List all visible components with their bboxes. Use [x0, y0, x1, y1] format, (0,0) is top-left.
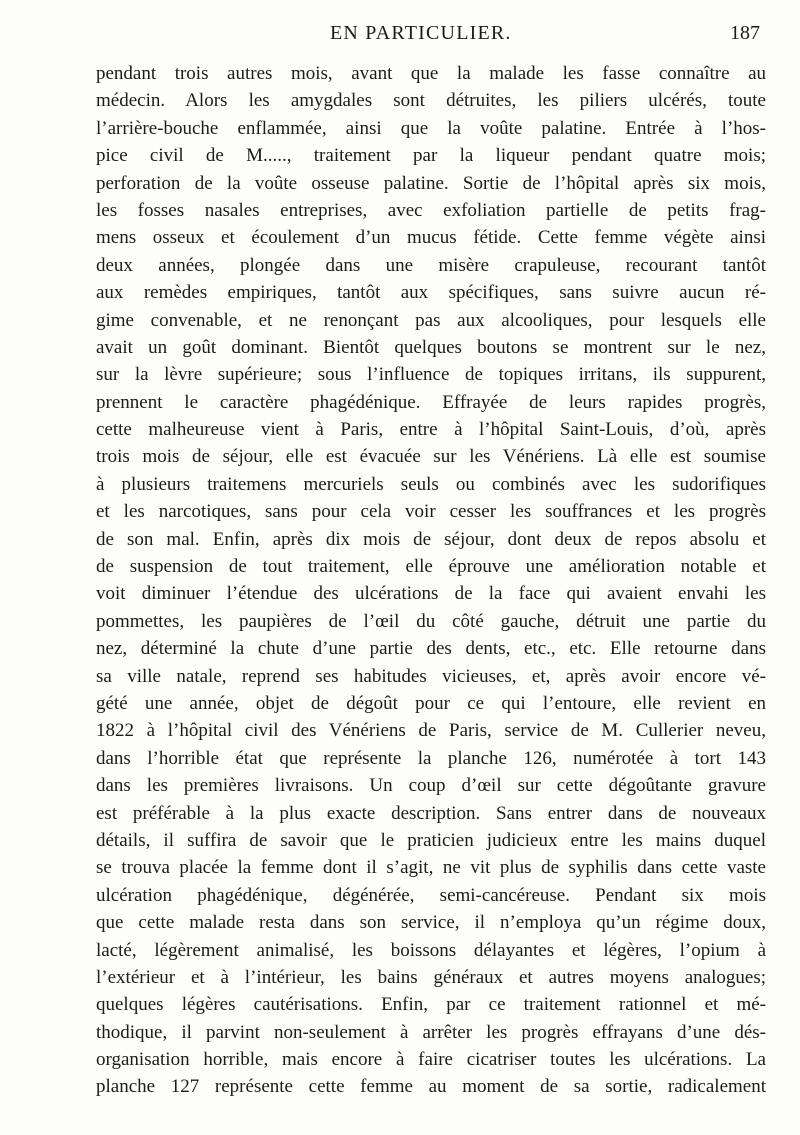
- text-line: quelques légères cautérisations. Enfin, par ce traitement rationnel et mé-: [96, 994, 766, 1016]
- text-line: organisation horrible, mais encore à faire cicatriser toutes les ulcérations. La: [96, 1049, 766, 1071]
- body-text: [96, 60, 766, 1101]
- text-line: sa ville natale, reprend ses habitudes vicieuses, et, après avoir encore vé-: [96, 665, 766, 687]
- text-line: 1822 à l’hôpital civil des Vénériens de Paris, service de M. Cullerier neveu,: [96, 720, 766, 742]
- text-line: aux remèdes empiriques, tantôt aux spécifiques, sans suivre aucun ré-: [96, 282, 766, 304]
- text-line: gété une année, objet de dégoût pour ce qui l’entoure, elle revient en: [96, 692, 766, 714]
- text-line: deux années, plongée dans une misère crapuleuse, recourant tantôt: [96, 254, 766, 276]
- page-number: 187: [730, 22, 760, 44]
- text-line: l’extérieur et à l’intérieur, les bains généraux et autres moyens analogues;: [96, 966, 766, 988]
- running-title: EN PARTICULIER.: [330, 22, 512, 44]
- text-line: voit diminuer l’étendue des ulcérations de la face qui avaient envahi les: [96, 583, 766, 605]
- text-line: gime convenable, et ne renonçant pas aux alcooliques, pour lesquels elle: [96, 309, 766, 331]
- text-line: thodique, il parvint non-seulement à arrêter les progrès effrayans d’une dés-: [96, 1021, 766, 1043]
- text-line: cette malheureuse vient à Paris, entre à l’hôpital Saint-Louis, d’où, après: [96, 419, 766, 441]
- text-line: dans l’horrible état que représente la planche 126, numérotée à tort 143: [96, 747, 766, 769]
- text-line: de suspension de tout traitement, elle éprouve une amélioration notable et: [96, 556, 766, 578]
- text-line: détails, il suffira de savoir que le praticien judicieux entre les mains duquel: [96, 829, 766, 851]
- text-line: perforation de la voûte osseuse palatine. Sortie de l’hôpital après six mois,: [96, 172, 766, 194]
- text-line: les fosses nasales entreprises, avec exfoliation partielle de petits frag-: [96, 199, 766, 221]
- text-line: trois mois de séjour, elle est évacuée sur les Vénériens. Là elle est soumise: [96, 446, 766, 468]
- text-line: dans les premières livraisons. Un coup d’œil sur cette dégoûtante gravure: [96, 775, 766, 797]
- text-line: lacté, légèrement animalisé, les boissons délayantes et légères, l’opium à: [96, 939, 766, 961]
- text-line: de son mal. Enfin, après dix mois de séjour, dont deux de repos absolu et: [96, 528, 766, 550]
- text-line: est préférable à la plus exacte description. Sans entrer dans de nouveaux: [96, 802, 766, 824]
- text-line: à plusieurs traitemens mercuriels seuls ou combinés avec les sudorifiques: [96, 473, 766, 495]
- text-line: ulcération phagédénique, dégénérée, semi-cancéreuse. Pendant six mois: [96, 884, 766, 906]
- text-line: avait un goût dominant. Bientôt quelques boutons se montrent sur le nez,: [96, 336, 766, 358]
- text-line: médecin. Alors les amygdales sont détruites, les piliers ulcérés, toute: [96, 90, 766, 112]
- text-line: sur la lèvre supérieure; sous l’influence de topiques irritans, ils suppurent,: [96, 364, 766, 386]
- text-line: et les narcotiques, sans pour cela voir cesser les souffrances et les progrès: [96, 501, 766, 523]
- text-line: l’arrière-bouche enflammée, ainsi que la voûte palatine. Entrée à l’hos-: [96, 117, 766, 139]
- text-line: pommettes, les paupières de l’œil du côté gauche, détruit une partie du: [96, 610, 766, 632]
- text-line: se trouva placée la femme dont il s’agit, ne vit plus de syphilis dans cette vaste: [96, 857, 766, 879]
- text-line: pendant trois autres mois, avant que la malade les fasse connaître au: [96, 63, 766, 84]
- text-line: pice civil de M....., traitement par la liqueur pendant quatre mois;: [96, 145, 766, 167]
- text-line: que cette malade resta dans son service, il n’employa qu’un régime doux,: [96, 912, 766, 934]
- page-header: [0, 22, 800, 52]
- text-line: prennent le caractère phagédénique. Effrayée de leurs rapides progrès,: [96, 391, 766, 413]
- text-line: mens osseux et écoulement d’un mucus fétide. Cette femme végète ainsi: [96, 227, 766, 249]
- text-line: nez, déterminé la chute d’une partie des dents, etc., etc. Elle retourne dans: [96, 638, 766, 660]
- text-line: planche 127 représente cette femme au moment de sa sortie, radicalement: [96, 1076, 766, 1098]
